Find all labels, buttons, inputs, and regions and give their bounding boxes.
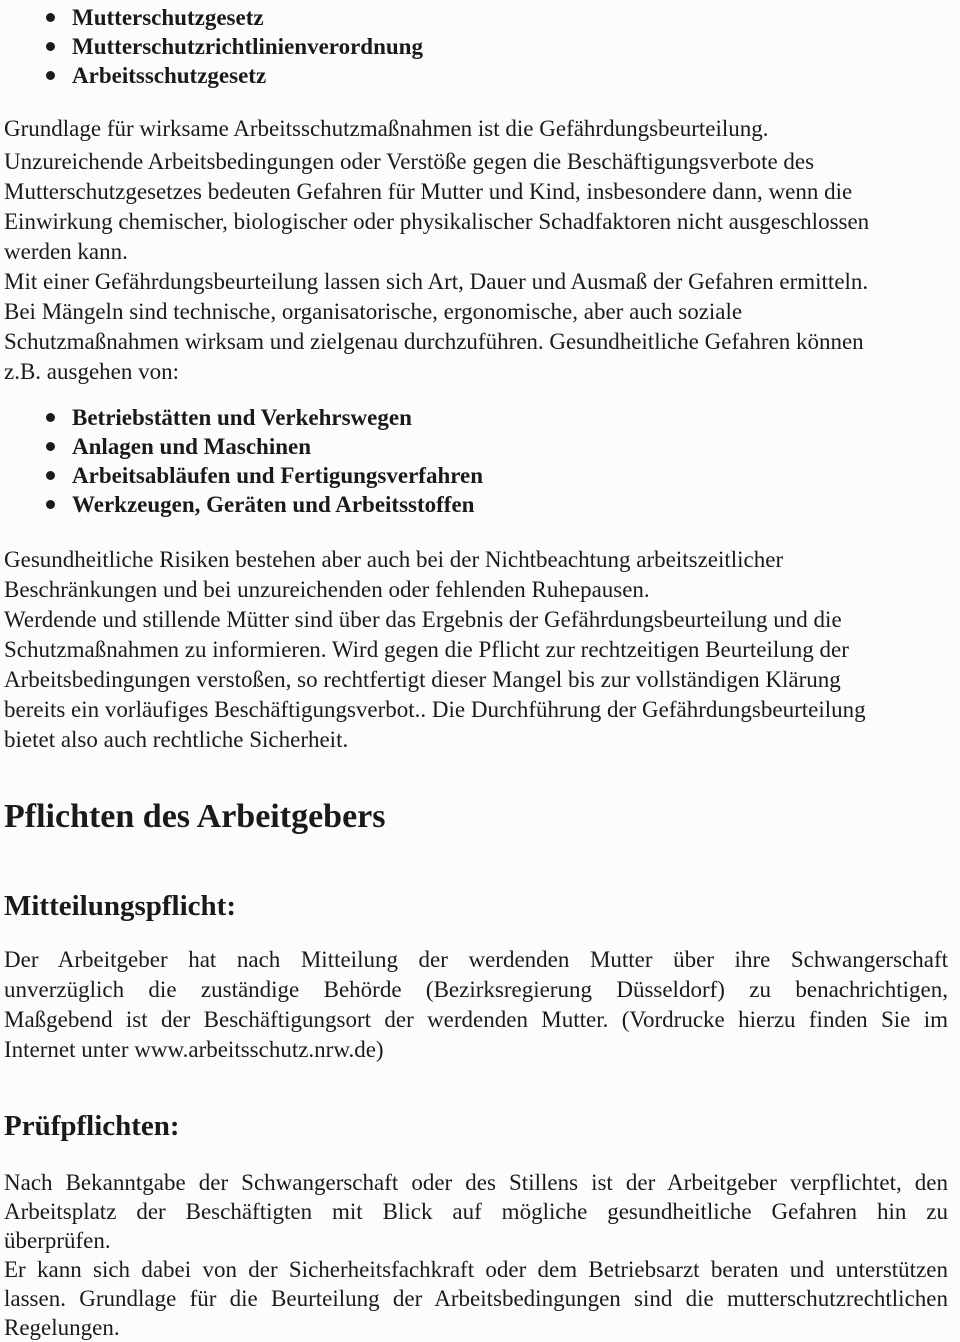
- hazard-bullet-list: [4, 403, 948, 519]
- text-line: werden kann.: [4, 239, 128, 264]
- section-heading-pflichten: Pflichten des Arbeitgebers: [4, 798, 386, 835]
- bullet-icon: [46, 13, 55, 22]
- text-line: bereits ein vorläufiges Beschäftigungsverbot.. Die Durchführung der Gefährdungsbeurteilung: [4, 697, 866, 722]
- list-item: [4, 432, 948, 461]
- text-line: Bei Mängeln sind technische, organisatorische, ergonomische, aber auch soziale: [4, 299, 743, 324]
- text-line: bietet also auch rechtliche Sicherheit.: [4, 727, 349, 752]
- bullet-icon: [46, 71, 55, 80]
- bullet-icon: [46, 471, 55, 480]
- text-line: Maßgebend ist der Beschäftigungsort der werdenden Mutter. (Vordrucke hierzu finden Sie im: [4, 1007, 948, 1032]
- list-item-label: Betriebstätten und Verkehrswegen: [72, 405, 412, 430]
- subheading-mitteilungspflicht: Mitteilungspflicht:: [4, 890, 236, 922]
- text-line: Gesundheitliche Risiken bestehen aber auch bei der Nichtbeachtung arbeitszeitlicher: [4, 547, 784, 572]
- list-item: [4, 61, 948, 90]
- text-line: Mit einer Gefährdungsbeurteilung lassen sich Art, Dauer und Ausmaß der Gefahren ermitteln.: [4, 269, 869, 294]
- bullet-icon: [46, 442, 55, 451]
- text-line: Einwirkung chemischer, biologischer oder physikalischer Schadfaktoren nicht ausgeschlossen: [4, 209, 870, 234]
- text-line: Regelungen.: [4, 1315, 120, 1340]
- paragraph-verstoesse: [4, 147, 948, 267]
- list-item: [4, 403, 948, 432]
- bullet-icon: [46, 413, 55, 422]
- law-bullet-list: [4, 3, 948, 90]
- paragraph-mitteilung: [4, 945, 948, 1065]
- list-item: [4, 490, 948, 519]
- text-line: Der Arbeitgeber hat nach Mitteilung der werdenden Mutter über ihre Schwangerschaft: [4, 947, 948, 972]
- list-item-label: Arbeitsabläufen und Fertigungsverfahren: [72, 463, 484, 488]
- text-line: unverzüglich die zuständige Behörde (Bezirksregierung Düsseldorf) zu benachrichtigen,: [4, 977, 948, 1002]
- subheading-pruefpflichten: Prüfpflichten:: [4, 1110, 180, 1142]
- text-line: Werdende und stillende Mütter sind über das Ergebnis der Gefährdungsbeurteilung und die: [4, 607, 842, 632]
- text-line: z.B. ausgehen von:: [4, 359, 180, 384]
- paragraph-risiken: [4, 545, 948, 755]
- text-line: Arbeitsbedingungen verstoßen, so rechtfertigt dieser Mangel bis zur vollständigen Klärung: [4, 667, 841, 692]
- text-line: Mutterschutzgesetzes bedeuten Gefahren für Mutter und Kind, insbesondere dann, wenn die: [4, 179, 853, 204]
- list-item-label: Mutterschutzgesetz: [72, 5, 264, 30]
- text-line: überprüfen.: [4, 1228, 111, 1253]
- text-line: lassen. Grundlage für die Beurteilung der Arbeitsbedingungen sind die mutterschutzrechtlichen: [4, 1286, 948, 1311]
- list-item-label: Werkzeugen, Geräten und Arbeitsstoffen: [72, 492, 475, 517]
- text-line: Unzureichende Arbeitsbedingungen oder Verstöße gegen die Beschäftigungsverbote des: [4, 149, 815, 174]
- list-item-label: Mutterschutzrichtlinienverordnung: [72, 34, 423, 59]
- text-line: Nach Bekanntgabe der Schwangerschaft oder des Stillens ist der Arbeitgeber verpflichtet, den: [4, 1170, 948, 1195]
- paragraph-pruefung: [4, 1168, 948, 1255]
- list-item: [4, 3, 948, 32]
- list-item: [4, 461, 948, 490]
- text-line: Schutzmaßnahmen wirksam und zielgenau durchzuführen. Gesundheitliche Gefahren können: [4, 329, 864, 354]
- text-line: Arbeitsplatz der Beschäftigten mit Blick auf mögliche gesundheitliche Gefahren hin zu: [4, 1199, 948, 1224]
- list-item: [4, 32, 948, 61]
- text-line: Beschränkungen und bei unzureichenden oder fehlenden Ruhepausen.: [4, 577, 650, 602]
- text-line: Internet unter www.arbeitsschutz.nrw.de): [4, 1037, 384, 1062]
- text-line: Er kann sich dabei von der Sicherheitsfachkraft oder dem Betriebsarzt beraten und unterstützen: [4, 1257, 948, 1282]
- list-item-label: Anlagen und Maschinen: [72, 434, 312, 459]
- text-line: Schutzmaßnahmen zu informieren. Wird gegen die Pflicht zur rechtzeitigen Beurteilung der: [4, 637, 849, 662]
- bullet-icon: [46, 500, 55, 509]
- bullet-icon: [46, 42, 55, 51]
- paragraph-beratung: [4, 1255, 948, 1342]
- list-item-label: Arbeitsschutzgesetz: [72, 63, 267, 88]
- paragraph-beurteilung: [4, 267, 948, 387]
- intro-sentence: Grundlage für wirksame Arbeitsschutzmaßnahmen ist die Gefährdungsbeurteilung.: [4, 116, 769, 141]
